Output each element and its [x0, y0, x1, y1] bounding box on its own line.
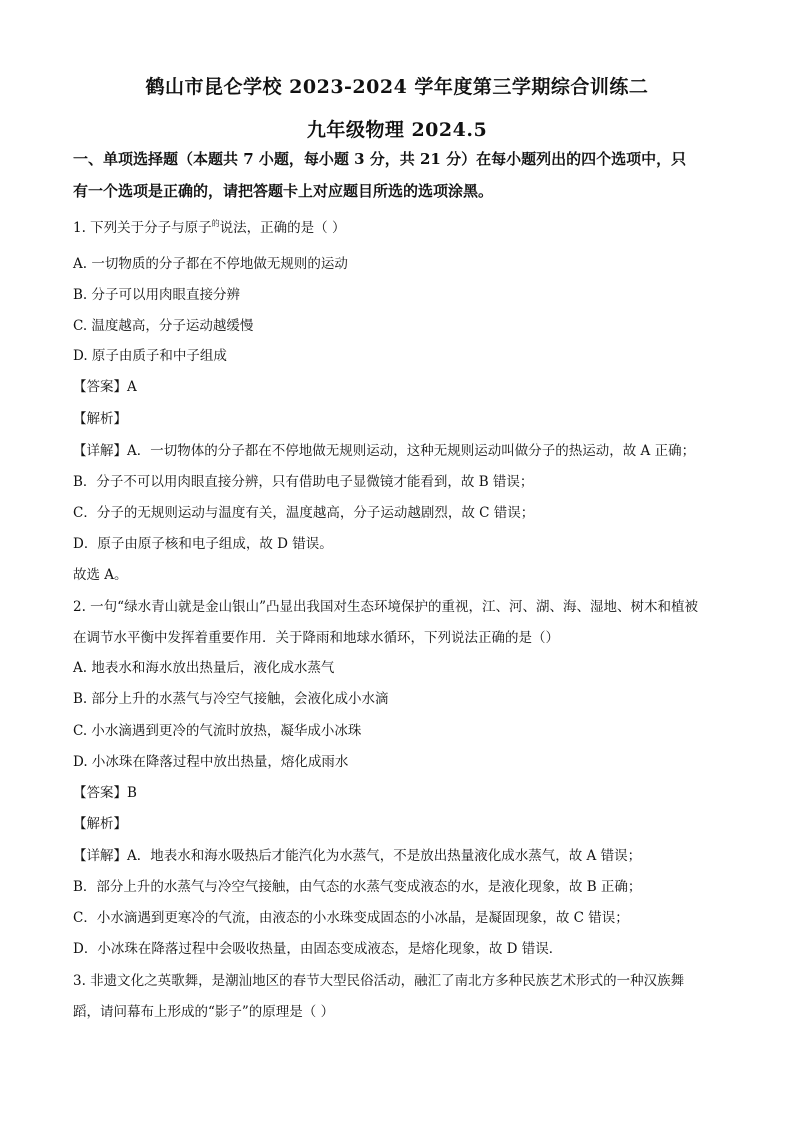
question-1-detail-a: 【详解】A．一切物体的分子都在不停地做无规则运动，这种无规则运动叫做分子的热运动，故 A 正确；: [73, 443, 696, 459]
question-2-analysis-label: 【解析】: [73, 816, 127, 832]
question-2-detail-c: C．小水滴遇到更寒冷的气流，由液态的小水珠变成固态的小冰晶，是凝固现象，故 C 错误；: [73, 910, 629, 926]
section-heading-line2: 有一个选项是正确的，请把答题卡上对应题目所选的选项涂黑。: [73, 182, 494, 200]
question-1-answer: 【答案】A: [73, 379, 137, 395]
question-2-answer: 【答案】B: [73, 785, 137, 801]
question-2-stem-line1: 2. 一句“绿水青山就是金山银山”凸显出我国对生态环境保护的重视，江、河、湖、海、湿地、树木和植被: [73, 599, 698, 615]
question-2-detail-a: 【详解】A．地表水和海水吸热后才能汽化为水蒸气，不是放出热量液化成水蒸气，故 A 错误；: [73, 848, 642, 864]
question-1-conclusion: 故选 A。: [73, 567, 128, 583]
question-2-option-c: C. 小水滴遇到更冷的气流时放热，凝华成小冰珠: [73, 723, 362, 739]
question-2-stem-line2: 在调节水平衡中发挥着重要作用．关于降雨和地球水循环，下列说法正确的是（）: [73, 630, 559, 646]
question-1-stem-mark: 的: [211, 219, 220, 228]
question-2-option-d: D. 小冰珠在降落过程中放出热量，熔化成雨水: [73, 754, 349, 770]
question-1-option-b: B. 分子可以用肉眼直接分辨: [73, 287, 241, 303]
question-3-stem-line1: 3. 非遗文化之英歌舞，是潮汕地区的春节大型民俗活动，融汇了南北方多种民族艺术形式的一种汉族舞: [73, 973, 685, 989]
question-2-detail-b: B．部分上升的水蒸气与冷空气接触，由气态的水蒸气变成液态的水，是液化现象，故 B 正确；: [73, 879, 642, 895]
question-2-option-b: B. 部分上升的水蒸气与冷空气接触，会液化成小水滴: [73, 691, 389, 707]
question-1-detail-b: B．分子不可以用肉眼直接分辨，只有借助电子显微镜才能看到，故 B 错误；: [73, 474, 534, 490]
question-1-detail-c: C．分子的无规则运动与温度有关，温度越高，分子运动越剧烈，故 C 错误；: [73, 505, 535, 521]
question-1-stem-end: 说法，正确的是（ ）: [219, 220, 346, 236]
question-1-stem-start: 1. 下列关于分子与原子: [73, 220, 212, 236]
question-1-option-a: A. 一切物质的分子都在不停地做无规则的运动: [73, 256, 348, 272]
question-1-analysis-label: 【解析】: [73, 411, 127, 427]
exam-subtitle: 九年级物理 2024.5: [306, 119, 488, 141]
question-1-option-c: C. 温度越高，分子运动越缓慢: [73, 318, 254, 334]
question-2-detail-d: D．小冰珠在降落过程中会吸收热量，由固态变成液态，是熔化现象，故 D 错误．: [73, 941, 563, 957]
question-3-stem-line2: 蹈，请问幕布上形成的“影子”的原理是（ ）: [73, 1004, 335, 1020]
section-heading-line1: 一、单项选择题（本题共 7 小题，每小题 3 分，共 21 分）在每小题列出的四个选项中，只: [73, 150, 687, 168]
question-1-detail-d: D．原子由原子核和电子组成，故 D 错误。: [73, 536, 333, 552]
exam-title: 鹤山市昆仑学校 2023-2024 学年度第三学期综合训练二: [145, 76, 649, 98]
question-1-stem: [73, 219, 346, 236]
question-2-option-a: A. 地表水和海水放出热量后，液化成水蒸气: [73, 660, 335, 676]
question-1-option-d: D. 原子由质子和中子组成: [73, 348, 227, 364]
